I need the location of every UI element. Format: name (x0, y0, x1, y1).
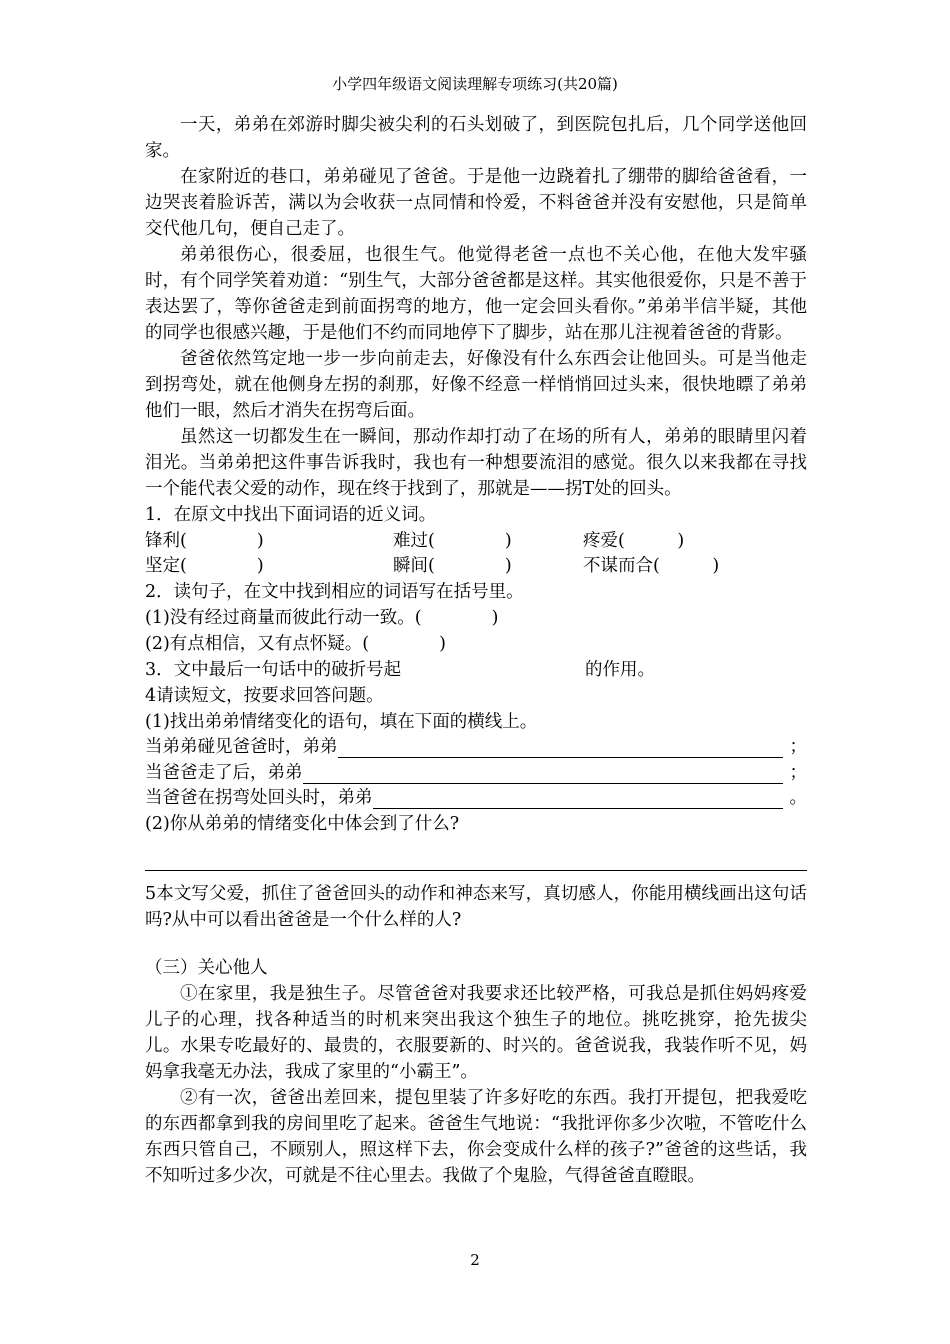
fill-line-end: ； (789, 762, 807, 783)
passage-paragraph-4: 爸爸依然笃定地一步一步向前走去，好像没有什么东西会让他回头。可是当他走到拐弯处，就在他侧身左拐的刹那，好像不经意一样悄悄回过头来，很快地瞟了弟弟他们一眼，然后才消失在拐弯后面。 (145, 349, 807, 421)
passage-paragraph-5: 虽然这一切都发生在一瞬间，那动作却打动了在场的所有人，弟弟的眼睛里闪着泪光。当弟弟把这件事告诉我时，我也有一种想要流泪的感觉。很久以来我都在寻找一个能代表父爱的动作，现在终于找到了，那就是——拐T处的回头。 (145, 427, 807, 499)
question-4-sub-1: (1)找出弟弟情绪变化的语句，填在下面的横线上。 (145, 711, 538, 732)
passage2-paragraph-1: ①在家里，我是独生子。尽管爸爸对我要求还比较严格，可我总是抓住妈妈疼爱儿子的心理，找各种适当的时机来突出我这个独生子的地位。挑吃挑穿，抢先拔尖儿。水果专吃最好的、最贵的，衣服要新的、时兴的。爸爸说我，我装作听不见，妈妈拿我毫无办法，我成了家里的“小霸王”。 (145, 984, 807, 1082)
question-2-item-2: (2)有点相信，又有点怀疑。( ) (145, 634, 446, 654)
fill-line-end: ； (789, 737, 807, 757)
question-3-right: 的作用。 (585, 659, 655, 680)
question-3-left: 3．文中最后一句话中的破折号起 (145, 659, 402, 680)
synonym-row-1 (145, 528, 807, 554)
passage-paragraph-3: 弟弟很伤心，很委屈，也很生气。他觉得老爸一点也不关心他，在他大发牢骚时，有个同学笑着劝道：“别生气，大部分爸爸都是这样。其实他很爱你，只是不善于表达罢了，等你爸爸走到前面拐弯的地方，他一定会回头看你。”弟弟半信半疑，其他的同学也很感兴趣，于是他们不约而同地停下了脚步，站在那儿注视着爸爸的背影。 (145, 245, 807, 343)
passage2-paragraph-2: ②有一次，爸爸出差回来，提包里装了许多好吃的东西。我打开提包，把我爱吃的东西都拿到我的房间里吃了起来。爸爸生气地说：“我批评你多少次啦，不管吃什么东西只管自己，不顾别人，照这样下去，你会变成什么样的孩子?”爸爸的这些话，我不知听过多少次，可就是不往心里去。我做了个鬼脸，气得爸爸直瞪眼。 (145, 1088, 807, 1186)
fill-line-end: 。 (789, 788, 807, 808)
synonym-item: 坚定( ) (145, 556, 264, 577)
question-2: 2．读句子，在文中找到相应的词语写在括号里。 (145, 582, 524, 602)
section-title: （三）关心他人 (145, 958, 268, 978)
question-4: 4请读短文，按要求回答问题。 (145, 685, 384, 706)
question-1: 1．在原文中找出下面词语的近义词。 (145, 505, 437, 525)
answer-blank[interactable] (303, 764, 784, 784)
synonym-item: 疼爱( ) (583, 530, 685, 551)
page-content (145, 112, 807, 1189)
synonym-item: 难过( ) (393, 530, 512, 551)
passage-paragraph-2: 在家附近的巷口，弟弟碰见了爸爸。于是他一边跷着扎了绷带的脚给爸爸看，一边哭丧着脸诉苦，满以为会收获一点同情和怜爱，不料爸爸并没有安慰他，只是简单交代他几句，便自己走了。 (145, 167, 807, 239)
synonym-item: 不谋而合( ) (583, 556, 720, 577)
fill-line-2 (145, 760, 807, 786)
answer-blank[interactable] (373, 789, 784, 809)
synonym-item: 瞬间( ) (393, 556, 512, 577)
fill-line-label: 当爸爸在拐弯处回头时，弟弟 (145, 788, 373, 808)
fill-line-label: 当爸爸走了后，弟弟 (145, 762, 303, 783)
synonym-item: 锋利( ) (145, 530, 264, 551)
synonym-row-2 (145, 554, 807, 580)
fill-line-label: 当弟弟碰见爸爸时，弟弟 (145, 737, 338, 757)
page-header: 小学四年级语文阅读理解专项练习(共20篇) (332, 75, 618, 93)
fill-line-3 (145, 786, 807, 812)
page-number: 2 (470, 1251, 480, 1269)
fill-line-1 (145, 735, 807, 761)
question-5: 5本文写父爱，抓住了爸爸回头的动作和神态来写，真切感人，你能用横线画出这句话吗?从中可以看出爸爸是一个什么样的人? (145, 884, 807, 930)
question-3 (145, 657, 807, 683)
passage-paragraph-1: 一天，弟弟在郊游时脚尖被尖利的石头划破了，到医院包扎后，几个同学送他回家。 (145, 115, 807, 161)
answer-line[interactable] (145, 837, 807, 871)
question-2-item-1: (1)没有经过商量而彼此行动一致。( ) (145, 608, 499, 628)
question-4-sub-2: (2)你从弟弟的情绪变化中体会到了什么? (145, 814, 460, 834)
answer-blank[interactable] (338, 738, 784, 758)
